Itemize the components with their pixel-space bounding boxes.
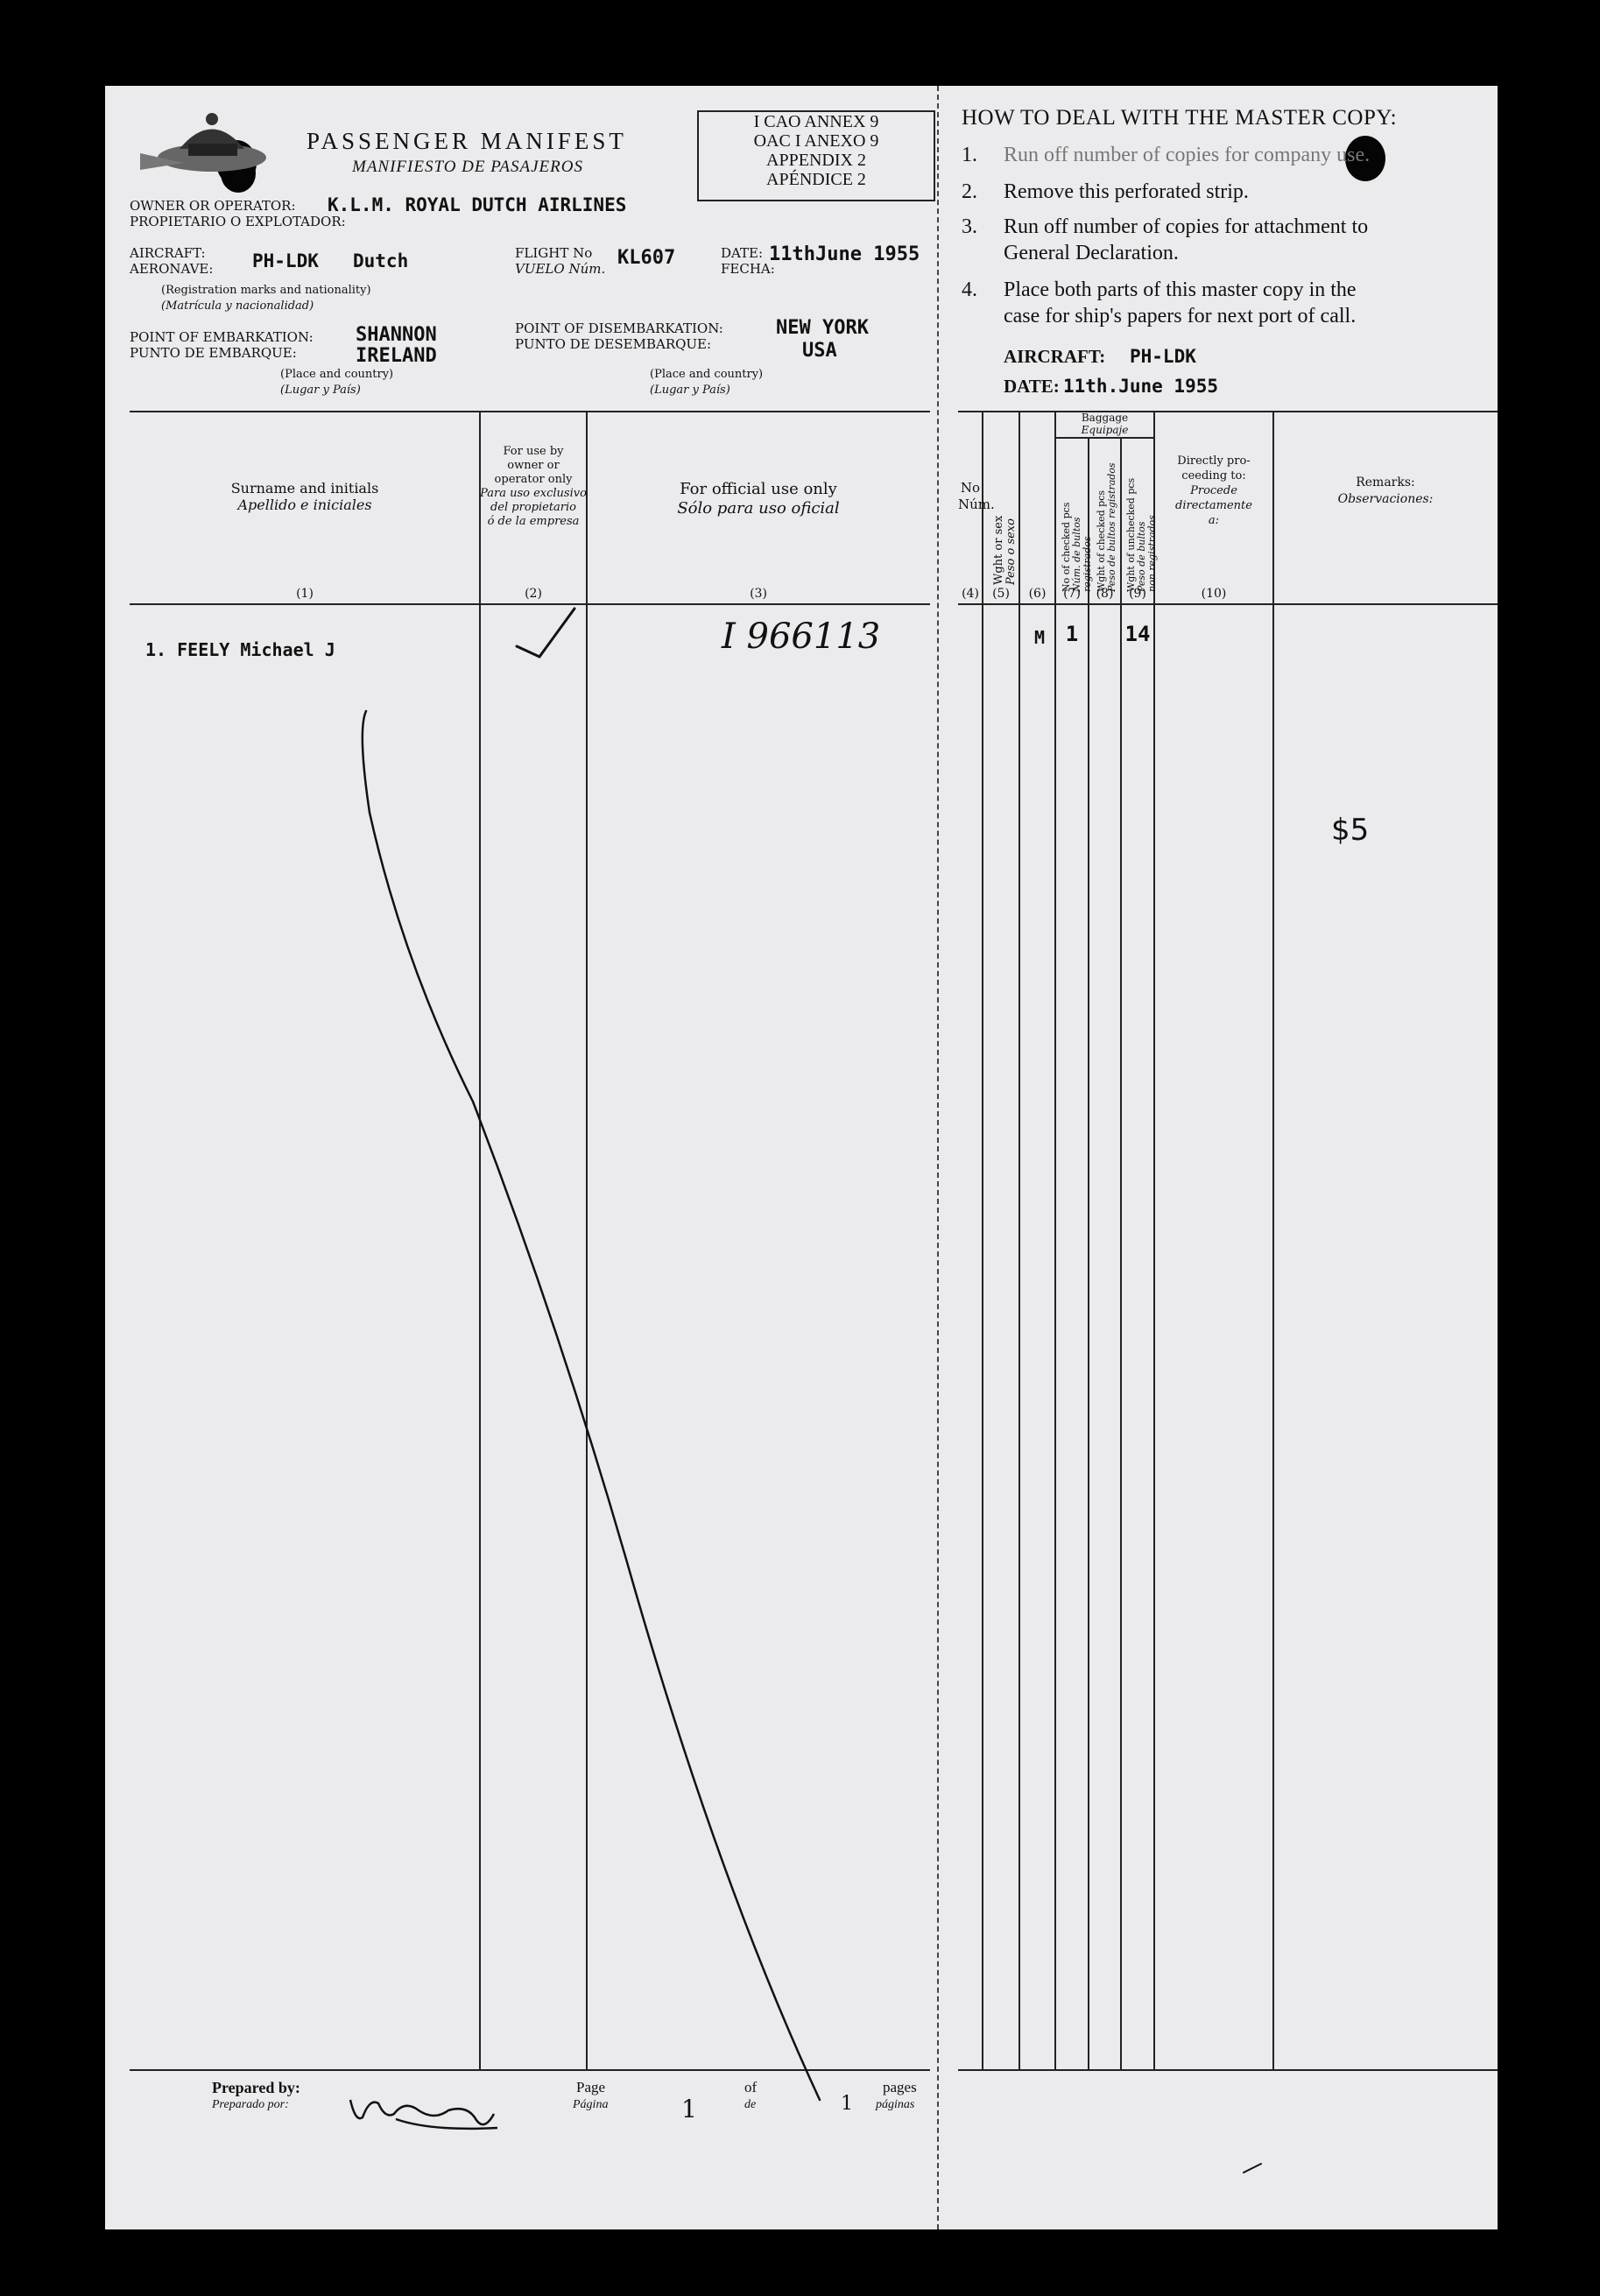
owner-label: OWNER OR OPERATOR:	[130, 198, 296, 214]
owner-label-es: PROPIETARIO O EXPLOTADOR:	[130, 214, 346, 229]
passenger-sex: M	[1033, 627, 1046, 648]
column-number: (3)	[750, 587, 767, 601]
embark-label-es: PUNTO DE EMBARQUE:	[130, 345, 297, 361]
column-number: (2)	[525, 587, 542, 601]
disembark-country: USA	[802, 340, 837, 362]
embark-label: POINT OF EMBARKATION:	[130, 329, 314, 345]
instr-aircraft-value: PH-LDK	[1130, 346, 1196, 367]
handwritten-strokes	[105, 86, 1498, 2229]
disembark-place-note-es: (Lugar y País)	[650, 384, 730, 397]
of-label: of	[744, 2079, 758, 2095]
cancel-line-stroke	[363, 711, 820, 2100]
date-label-es: FECHA:	[721, 261, 775, 277]
pages-label-es: páginas	[876, 2098, 915, 2111]
aircraft-nationality: Dutch	[353, 250, 409, 271]
aircraft-label: AIRCRAFT:	[130, 245, 206, 261]
instructions-panel: HOW TO DEAL WITH THE MASTER COPY: 1. Run off number of copies for company use. 2. Remove this perforated strip. 3. Run off number of copies for attachment to General Declaration. 4. Place both parts of this master copy in the case for ship's papers for next port of call. AIRCRAFT: PH-LDK DATE: 11th.June 1955	[962, 105, 1487, 420]
page-total: 1	[841, 2093, 853, 2115]
col-no-header: No Núm.	[958, 480, 995, 512]
margin-note: $5	[1331, 813, 1370, 848]
passenger-entry: 1. FEELY Michael J	[145, 639, 335, 660]
column-number: (5)	[992, 587, 1010, 601]
aircraft-note: (Registration marks and nationality)	[161, 284, 371, 297]
pages-label: pages	[883, 2079, 917, 2095]
column-number: (10)	[1201, 587, 1227, 601]
disembark-city: NEW YORK	[776, 317, 869, 339]
instr-date-value: 11th.June 1955	[1063, 376, 1219, 397]
date-value: 11thJune 1955	[769, 243, 920, 265]
col-weight-unchecked-header: Wght of unchecked pcs Peso de bultos non registrados	[1125, 477, 1158, 592]
manifest-sheet	[105, 86, 1498, 2229]
page-label: Page	[576, 2079, 606, 2095]
col-remarks-header: Remarks: Observaciones:	[1337, 475, 1434, 506]
signature-image	[343, 2079, 510, 2140]
col-surname-header: Surname and initials Apellido e iniciales	[230, 480, 379, 513]
column-number: (8)	[1096, 587, 1114, 601]
column-number: (4)	[962, 587, 979, 601]
col-weight-sex-header: Wght or sex Peso o sexo	[992, 515, 1018, 585]
prepared-label: Prepared by:	[212, 2079, 300, 2096]
embark-place-note-es: (Lugar y País)	[280, 384, 361, 397]
annex-line: I CAO ANNEX 9	[753, 112, 879, 131]
of-label-es: de	[744, 2098, 757, 2111]
prepared-label-es: Preparado por:	[212, 2098, 289, 2111]
column-number: (9)	[1129, 587, 1146, 601]
date-label: DATE:	[721, 245, 764, 261]
embark-country: IRELAND	[356, 345, 437, 367]
instruction-line: General Declaration.	[1004, 242, 1179, 264]
official-handwritten-mark: I 966113	[722, 616, 881, 657]
column-number: (6)	[1028, 587, 1047, 601]
column-number: (7)	[1063, 587, 1081, 601]
aircraft-label-es: AERONAVE:	[130, 261, 214, 277]
annex-line: APÉNDICE 2	[766, 170, 866, 189]
flight-label: FLIGHT No	[515, 245, 593, 261]
instr-aircraft-label: AIRCRAFT:	[1004, 346, 1106, 367]
aircraft-value: PH-LDK	[252, 250, 319, 271]
annex-line: OAC I ANEXO 9	[753, 131, 879, 151]
disembark-place-note: (Place and country)	[650, 368, 764, 381]
col-weight-checked-header: Wght of checked pcs Peso de bultos registrados	[1096, 462, 1117, 592]
checkmark-icon	[517, 609, 574, 657]
page-subtitle: MANIFIESTO DE PASAJEROS	[352, 158, 583, 176]
page-number: 1	[681, 2095, 697, 2123]
passenger-checked-pcs: 1	[1065, 622, 1079, 646]
flight-label-es: VUELO Núm.	[515, 261, 606, 277]
col-baggage-header: Baggage Equipaje	[1081, 412, 1129, 436]
disembark-label: POINT OF DISEMBARKATION:	[515, 320, 723, 336]
disembark-label-es: PUNTO DE DESEMBARQUE:	[515, 336, 712, 352]
col-directly-header: Directly pro- ceeding to: Procede directamente a:	[1175, 454, 1252, 527]
annex-line: APPENDIX 2	[766, 151, 866, 170]
instruction-line: case for ship's papers for next port of call.	[1004, 305, 1357, 327]
passenger-baggage-weight: 14	[1124, 622, 1151, 646]
embark-city: SHANNON	[356, 324, 437, 346]
embark-place-note: (Place and country)	[280, 368, 394, 381]
aircraft-note-es: (Matrícula y nacionalidad)	[161, 299, 314, 313]
page-title: PASSENGER MANIFEST	[307, 128, 627, 154]
column-number: (1)	[296, 587, 314, 601]
col-official-header: For official use only Sólo para uso oficial	[677, 480, 840, 518]
flight-value: KL607	[617, 247, 676, 269]
col-owner-use-header: For use by owner or operator only Para uso exclusivo del propietario ó de la empresa	[480, 445, 587, 528]
pen-mark	[1244, 2164, 1261, 2173]
owner-value: K.L.M. ROYAL DUTCH AIRLINES	[328, 194, 627, 215]
page-label-es: Página	[573, 2098, 609, 2111]
col-checked-pcs-header: No of checked pcs Núm. de bultos registrados	[1061, 502, 1093, 592]
instructions-title: HOW TO DEAL WITH THE MASTER COPY:	[962, 106, 1398, 130]
instr-date-label: DATE:	[1004, 376, 1060, 397]
